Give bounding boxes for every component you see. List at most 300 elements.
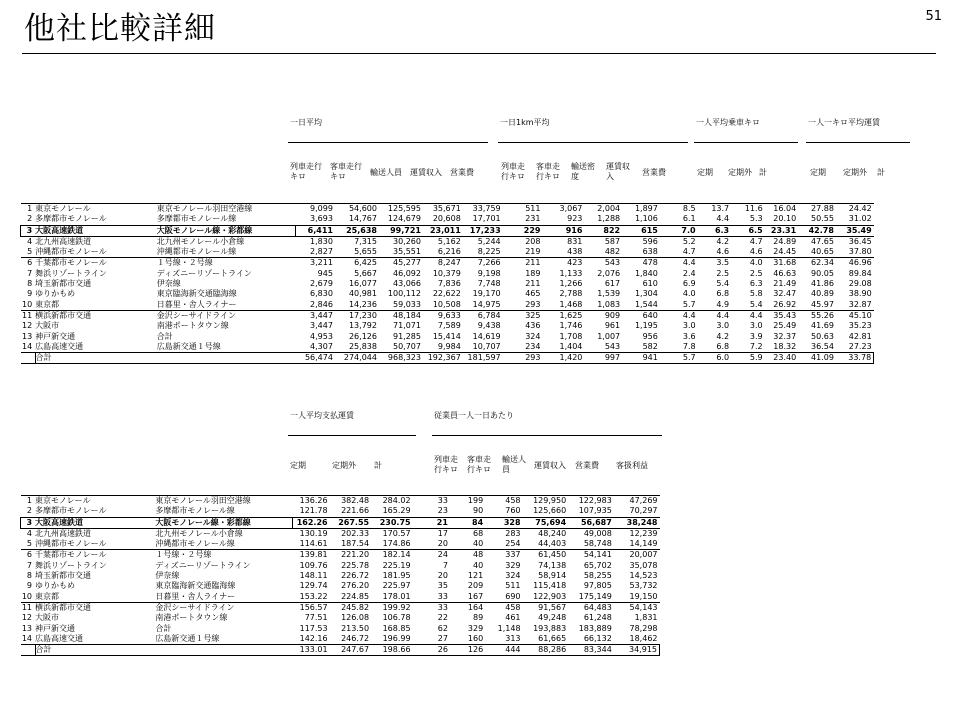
line-name: 北九州モノレール小倉線 bbox=[155, 528, 243, 538]
value-cell: 4.0 bbox=[731, 258, 765, 269]
value-cell: 615 bbox=[622, 225, 660, 236]
top-group-fare-per-km-rule bbox=[806, 142, 910, 143]
value-cell: 234 bbox=[525, 341, 541, 351]
total-value-cell: 997 bbox=[584, 353, 622, 364]
line-name: 日暮里・舎人ライナー bbox=[155, 591, 236, 601]
value-cell: 461 bbox=[505, 613, 521, 623]
value-cell: 89 bbox=[473, 613, 484, 623]
bottom-group-avg-fare: 一人平均支払運賃 bbox=[290, 411, 354, 420]
top-col-total-km: 計 bbox=[759, 168, 767, 177]
value-cell: 2,679 bbox=[310, 279, 333, 289]
value-cell: 54,600 bbox=[335, 204, 379, 215]
value-cell: 164 bbox=[450, 602, 485, 613]
value-cell: 50,707 bbox=[392, 341, 421, 351]
value-cell: 23 bbox=[437, 506, 448, 516]
value-cell: 25.49 bbox=[773, 321, 797, 331]
value-cell: 121.78 bbox=[299, 506, 328, 516]
table-row bbox=[21, 204, 912, 215]
value-cell: 142.16 bbox=[299, 633, 328, 643]
value-cell: 5.4 bbox=[716, 279, 730, 289]
value-cell: 40 bbox=[473, 560, 484, 570]
table-row bbox=[21, 300, 912, 311]
company-name: 大阪市 bbox=[35, 321, 60, 331]
line-name: 伊奈線 bbox=[155, 571, 180, 581]
value-cell: 40 bbox=[473, 539, 484, 549]
total-line-cell bbox=[155, 645, 292, 656]
value-cell: 56,687 bbox=[568, 517, 614, 528]
row-number: 5 bbox=[27, 247, 33, 257]
value-cell: 324 bbox=[525, 331, 541, 341]
total-value-cell: 126 bbox=[450, 645, 485, 656]
line-name: 伊奈線 bbox=[156, 279, 181, 289]
bottom-group-avg-fare-rule bbox=[288, 435, 416, 436]
top-col-operating-cost: 営業費 bbox=[450, 168, 474, 177]
value-cell: 32.37 bbox=[773, 331, 797, 341]
value-cell: 36.54 bbox=[811, 341, 834, 351]
table-row bbox=[21, 528, 660, 539]
line-name: 合計 bbox=[155, 623, 172, 633]
page-number: 51 bbox=[925, 9, 942, 24]
value-cell: 3.5 bbox=[698, 258, 732, 269]
value-cell: 4.6 bbox=[716, 247, 730, 257]
table-row bbox=[21, 342, 912, 353]
value-cell: 458 bbox=[485, 602, 522, 613]
value-cell: 126.08 bbox=[341, 613, 370, 623]
value-cell: 961 bbox=[604, 321, 621, 331]
value-cell: 30,260 bbox=[392, 236, 421, 246]
value-cell: 543 bbox=[604, 341, 621, 351]
value-cell: 71,071 bbox=[392, 321, 421, 331]
top-col-commuter-fare: 定期 bbox=[810, 168, 826, 177]
total-value-cell: 247.67 bbox=[330, 645, 371, 656]
value-cell: 139.81 bbox=[292, 550, 329, 561]
value-cell: 9,984 bbox=[437, 341, 461, 351]
value-cell: 26.92 bbox=[773, 299, 797, 309]
top-group-avg-ride-km: 一人平均乗車キロ bbox=[696, 118, 760, 127]
value-cell: 14,619 bbox=[472, 331, 501, 341]
value-cell: 276.20 bbox=[341, 581, 370, 591]
value-cell: 221.20 bbox=[330, 550, 371, 561]
line-name: 東京モノレール羽田空港線 bbox=[155, 496, 292, 507]
top-col-train-km: 列車走行 キロ bbox=[290, 162, 322, 181]
value-cell: 6.8 bbox=[716, 341, 730, 351]
value-cell: 129,950 bbox=[523, 496, 569, 507]
value-cell: 324 bbox=[505, 571, 521, 581]
company-name: 埼玉新都市交通 bbox=[35, 571, 92, 581]
value-cell: 31.68 bbox=[765, 258, 799, 269]
company-name: 北九州高速鉄道 bbox=[35, 528, 92, 538]
value-cell: 284.02 bbox=[371, 496, 412, 507]
value-cell: 458 bbox=[485, 496, 522, 507]
value-cell: 909 bbox=[584, 310, 622, 321]
value-cell: 27.23 bbox=[848, 341, 872, 351]
value-cell: 4.4 bbox=[731, 310, 765, 321]
value-cell: 183,889 bbox=[578, 623, 612, 633]
value-cell: 122,983 bbox=[568, 496, 614, 507]
row-number: 9 bbox=[26, 581, 33, 591]
table-row bbox=[21, 269, 912, 279]
value-cell: 20,007 bbox=[614, 550, 660, 561]
value-cell: 230.75 bbox=[371, 517, 412, 528]
value-cell: 2,076 bbox=[597, 268, 621, 278]
value-cell: 465 bbox=[525, 289, 541, 299]
value-cell: 33,759 bbox=[463, 204, 503, 215]
value-cell: 91,567 bbox=[523, 602, 569, 613]
table-row bbox=[21, 506, 660, 517]
bottom-col-passengers: 輸送人 員 bbox=[502, 455, 526, 474]
value-cell: 329 bbox=[505, 560, 521, 570]
bottom-col-train-km: 列車走 行キロ bbox=[434, 455, 458, 474]
company-name: 北九州高速鉄道 bbox=[35, 236, 92, 246]
value-cell: 50.63 bbox=[811, 331, 834, 341]
top-col-passengers: 輸送人員 bbox=[370, 168, 402, 177]
value-cell: 640 bbox=[622, 310, 660, 321]
value-cell: 8,225 bbox=[477, 247, 501, 257]
value-cell: 53,732 bbox=[629, 581, 658, 591]
value-cell: 1,288 bbox=[597, 214, 621, 224]
value-cell: 77.51 bbox=[304, 613, 328, 623]
value-cell: 16.04 bbox=[765, 204, 799, 215]
value-cell: 2,827 bbox=[310, 247, 333, 257]
bottom-col-fare-revenue: 運賃収入 bbox=[534, 461, 566, 470]
value-cell: 35 bbox=[437, 581, 448, 591]
value-cell: 19,170 bbox=[472, 289, 501, 299]
value-cell: 213.50 bbox=[341, 623, 370, 633]
top-col-density: 輸送密 度 bbox=[571, 162, 595, 181]
top-col-train-km-per-km: 列車走 行キロ bbox=[501, 162, 525, 181]
value-cell: 20 bbox=[437, 539, 448, 549]
value-cell: 5.4 bbox=[749, 299, 763, 309]
value-cell: 2.4 bbox=[682, 268, 696, 278]
value-cell: 160 bbox=[467, 633, 484, 643]
value-cell: 10,707 bbox=[472, 341, 501, 351]
value-cell: 14,767 bbox=[348, 214, 377, 224]
value-cell: 923 bbox=[567, 214, 583, 224]
row-number: 2 bbox=[27, 214, 33, 224]
value-cell: 14,236 bbox=[348, 299, 377, 309]
company-name: 東京都 bbox=[35, 299, 60, 309]
value-cell: 5.3 bbox=[749, 214, 763, 224]
value-cell: 596 bbox=[642, 236, 658, 246]
value-cell: 37.80 bbox=[848, 247, 872, 257]
total-value-cell: 1,420 bbox=[542, 353, 584, 364]
value-cell: 1,106 bbox=[634, 214, 658, 224]
company-name: 神戸新交通 bbox=[35, 331, 76, 341]
value-cell: 40.89 bbox=[811, 289, 834, 299]
total-value-cell: 83,344 bbox=[568, 645, 614, 656]
value-cell: 3.6 bbox=[682, 331, 696, 341]
value-cell: 23.31 bbox=[765, 225, 799, 236]
top-col-cost-per-km: 営業費 bbox=[642, 168, 666, 177]
table-row bbox=[21, 289, 912, 299]
top-col-total-fare: 計 bbox=[877, 168, 885, 177]
value-cell: 3,447 bbox=[295, 310, 335, 321]
value-cell: 219 bbox=[525, 247, 541, 257]
row-number: 9 bbox=[27, 289, 33, 299]
row-number: 3 bbox=[21, 517, 36, 528]
company-name: 横浜新都市交通 bbox=[35, 602, 155, 613]
table-row bbox=[21, 236, 912, 247]
row-number: 8 bbox=[27, 279, 33, 289]
value-cell: 61,450 bbox=[523, 550, 569, 561]
table-row bbox=[21, 279, 912, 289]
value-cell: 7,589 bbox=[437, 321, 461, 331]
page-title: 他社比較詳細 bbox=[24, 11, 216, 47]
total-label: 合計 bbox=[35, 645, 155, 656]
row-number: 11 bbox=[21, 602, 36, 613]
value-cell: 760 bbox=[505, 506, 521, 516]
line-name: 金沢シーサイドライン bbox=[155, 602, 292, 613]
value-cell: 225.97 bbox=[382, 581, 411, 591]
value-cell: 20,608 bbox=[432, 214, 461, 224]
value-cell: 35,671 bbox=[423, 204, 463, 215]
value-cell: 33 bbox=[437, 591, 448, 601]
total-value-cell: 56,474 bbox=[295, 353, 335, 364]
value-cell: 54,141 bbox=[568, 550, 614, 561]
value-cell: 313 bbox=[505, 633, 521, 643]
value-cell: 38,248 bbox=[614, 517, 660, 528]
value-cell: 40,981 bbox=[348, 289, 377, 299]
value-cell: 4,953 bbox=[310, 331, 333, 341]
value-cell: 267.55 bbox=[330, 517, 371, 528]
value-cell: 90.05 bbox=[811, 268, 834, 278]
value-cell: 124,679 bbox=[387, 214, 421, 224]
value-cell: 27 bbox=[437, 633, 448, 643]
value-cell: 211 bbox=[503, 258, 543, 269]
value-cell: 14,975 bbox=[472, 299, 501, 309]
value-cell: 178.01 bbox=[382, 591, 411, 601]
value-cell: 208 bbox=[525, 236, 541, 246]
value-cell: 41.86 bbox=[811, 279, 834, 289]
line-name: 金沢シーサイドライン bbox=[157, 310, 295, 321]
total-value-cell: 198.66 bbox=[371, 645, 412, 656]
value-cell: 3,067 bbox=[542, 204, 584, 215]
value-cell: 916 bbox=[542, 225, 584, 236]
value-cell: 32.47 bbox=[773, 289, 797, 299]
value-cell: 78,298 bbox=[629, 623, 658, 633]
table-row bbox=[21, 592, 660, 603]
row-number: 12 bbox=[21, 321, 33, 331]
value-cell: 4.7 bbox=[749, 236, 763, 246]
row-number: 12 bbox=[21, 613, 33, 623]
value-cell: 35.49 bbox=[836, 225, 874, 236]
total-value-cell: 23.40 bbox=[765, 353, 799, 364]
value-cell: 1,746 bbox=[559, 321, 583, 331]
company-name: 大阪高速鉄道 bbox=[35, 225, 157, 236]
bottom-group-per-employee-rule bbox=[432, 435, 662, 436]
top-col-noncommuter-fare: 定期外 bbox=[843, 168, 867, 177]
value-cell: 46.63 bbox=[773, 268, 797, 278]
value-cell: 5.7 bbox=[682, 299, 696, 309]
total-value-cell: 181,597 bbox=[463, 353, 503, 364]
row-number: 14 bbox=[21, 341, 33, 351]
value-cell: 58,748 bbox=[583, 539, 612, 549]
value-cell: 3.0 bbox=[716, 321, 730, 331]
value-cell: 4.4 bbox=[698, 310, 732, 321]
row-number: 1 bbox=[21, 204, 36, 215]
top-group-daily: 一日平均 bbox=[290, 118, 322, 127]
value-cell: 22 bbox=[437, 613, 448, 623]
company-name: 千葉都市モノレール bbox=[35, 550, 155, 561]
line-name: 沖縄都市モノレール線 bbox=[156, 247, 237, 257]
value-cell: 21 bbox=[413, 517, 450, 528]
table-row bbox=[21, 258, 912, 269]
value-cell: 42.81 bbox=[848, 331, 872, 341]
table-row bbox=[21, 310, 912, 321]
table-row bbox=[21, 225, 912, 236]
value-cell: 436 bbox=[525, 321, 541, 331]
value-cell: 6.9 bbox=[682, 279, 696, 289]
company-name: 大阪高速鉄道 bbox=[35, 517, 155, 528]
value-cell: 5,655 bbox=[354, 247, 377, 257]
row-number: 1 bbox=[21, 496, 36, 507]
value-cell: 175,149 bbox=[578, 591, 612, 601]
row-number: 11 bbox=[21, 310, 36, 321]
value-cell: 4.4 bbox=[660, 258, 698, 269]
value-cell: 48,184 bbox=[379, 310, 423, 321]
table-row bbox=[21, 496, 660, 507]
value-cell: 7 bbox=[442, 560, 448, 570]
line-name: 多摩都市モノレール線 bbox=[155, 506, 235, 516]
line-name: 沖縄都市モノレール線 bbox=[155, 539, 235, 549]
value-cell: 65,702 bbox=[583, 560, 612, 570]
table-row bbox=[21, 332, 912, 342]
value-cell: 182.14 bbox=[371, 550, 412, 561]
line-name: 南港ポートタウン線 bbox=[156, 321, 229, 331]
table-row bbox=[21, 517, 660, 528]
company-name: 舞浜リゾートライン bbox=[35, 560, 107, 570]
value-cell: 35.43 bbox=[765, 310, 799, 321]
table-row bbox=[21, 247, 912, 258]
value-cell: 48 bbox=[450, 550, 485, 561]
value-cell: 13,792 bbox=[348, 321, 377, 331]
company-name: ゆりかもめ bbox=[35, 581, 76, 591]
value-cell: 22,622 bbox=[432, 289, 461, 299]
row-number: 6 bbox=[21, 258, 36, 269]
value-cell: 59,033 bbox=[392, 299, 421, 309]
value-cell: 4,307 bbox=[310, 341, 333, 351]
row-number: 7 bbox=[27, 268, 33, 278]
company-name: 大阪市 bbox=[35, 613, 60, 623]
value-cell: 2.5 bbox=[716, 268, 730, 278]
value-cell: 8.5 bbox=[660, 204, 698, 215]
value-cell: 1,195 bbox=[634, 321, 658, 331]
value-cell: 225.78 bbox=[341, 560, 370, 570]
value-cell: 17,230 bbox=[335, 310, 379, 321]
top-group-avg-ride-km-rule bbox=[694, 142, 798, 143]
value-cell: 17 bbox=[437, 528, 448, 538]
value-cell: 168.85 bbox=[382, 623, 411, 633]
value-cell: 45.10 bbox=[836, 310, 874, 321]
total-value-cell: 41.09 bbox=[798, 353, 836, 364]
value-cell: 6,830 bbox=[310, 289, 333, 299]
value-cell: 2.5 bbox=[749, 268, 763, 278]
total-value-cell: 88,286 bbox=[523, 645, 569, 656]
value-cell: 9,099 bbox=[295, 204, 335, 215]
top-col-car-km: 客車走行 キロ bbox=[330, 162, 362, 181]
value-cell: 47.65 bbox=[811, 236, 834, 246]
value-cell: 199 bbox=[450, 496, 485, 507]
value-cell: 20.10 bbox=[773, 214, 797, 224]
total-value-cell: 133.01 bbox=[292, 645, 329, 656]
value-cell: 117.53 bbox=[299, 623, 328, 633]
value-cell: 5,667 bbox=[354, 268, 377, 278]
total-value-cell: 968,323 bbox=[379, 353, 423, 364]
value-cell: 1,544 bbox=[634, 299, 658, 309]
company-name: 広島高速交通 bbox=[35, 633, 84, 643]
bottom-col-operating-cost: 営業費 bbox=[575, 461, 599, 470]
value-cell: 44,403 bbox=[538, 539, 567, 549]
row-number: 3 bbox=[21, 225, 36, 236]
table-row bbox=[21, 321, 912, 331]
value-cell: 18.32 bbox=[773, 341, 797, 351]
value-cell: 148.11 bbox=[299, 571, 328, 581]
value-cell: 38.90 bbox=[848, 289, 872, 299]
company-name: 多摩都市モノレール bbox=[35, 214, 107, 224]
value-cell: 582 bbox=[642, 341, 658, 351]
total-row bbox=[21, 645, 660, 656]
value-cell: 115,418 bbox=[533, 581, 567, 591]
value-cell: 221.66 bbox=[341, 506, 370, 516]
value-cell: 6.1 bbox=[682, 214, 696, 224]
row-number: 5 bbox=[26, 539, 33, 549]
value-cell: 7,748 bbox=[477, 279, 501, 289]
value-cell: 638 bbox=[642, 247, 658, 257]
value-cell: 8,247 bbox=[423, 258, 463, 269]
value-cell: 202.33 bbox=[341, 528, 370, 538]
company-name: 千葉都市モノレール bbox=[35, 258, 157, 269]
value-cell: 89.84 bbox=[848, 268, 872, 278]
value-cell: 32.87 bbox=[848, 299, 872, 309]
value-cell: 209 bbox=[467, 581, 484, 591]
value-cell: 31.02 bbox=[848, 214, 872, 224]
bottom-col-noncommuter: 定期外 bbox=[332, 461, 356, 470]
bottom-col-car-km: 客車走 行キロ bbox=[467, 455, 491, 474]
value-cell: 42.78 bbox=[798, 225, 836, 236]
value-cell: 45,277 bbox=[379, 258, 423, 269]
value-cell: 329 bbox=[467, 623, 484, 633]
value-cell: 1,625 bbox=[542, 310, 584, 321]
value-cell: 4.0 bbox=[682, 289, 696, 299]
value-cell: 46.96 bbox=[836, 258, 874, 269]
company-name: 沖縄都市モノレール bbox=[35, 539, 107, 549]
value-cell: 26,126 bbox=[348, 331, 377, 341]
value-cell: 54,143 bbox=[614, 602, 660, 613]
table-row bbox=[21, 613, 660, 623]
value-cell: 7.8 bbox=[682, 341, 696, 351]
value-cell: 136.26 bbox=[292, 496, 329, 507]
total-value-cell: 26 bbox=[413, 645, 450, 656]
value-cell: 170.57 bbox=[382, 528, 411, 538]
row-number: 14 bbox=[21, 633, 33, 643]
value-cell: 70,297 bbox=[629, 506, 658, 516]
value-cell: 61,665 bbox=[538, 633, 567, 643]
value-cell: 47,269 bbox=[614, 496, 660, 507]
value-cell: 19,150 bbox=[629, 591, 658, 601]
line-name: 大阪モノレール線・彩都線 bbox=[155, 517, 292, 528]
value-cell: 224.85 bbox=[341, 591, 370, 601]
value-cell: 283 bbox=[505, 528, 521, 538]
table-row bbox=[21, 581, 660, 591]
value-cell: 58,914 bbox=[538, 571, 567, 581]
top-col-car-km-per-km: 客車走 行キロ bbox=[536, 162, 560, 181]
value-cell: 2,004 bbox=[584, 204, 622, 215]
line-name: １号線・２号線 bbox=[157, 258, 295, 269]
company-name: 東京モノレール bbox=[35, 204, 157, 215]
value-cell: 90 bbox=[473, 506, 484, 516]
row-number: 7 bbox=[26, 560, 33, 570]
value-cell: 13.7 bbox=[698, 204, 732, 215]
